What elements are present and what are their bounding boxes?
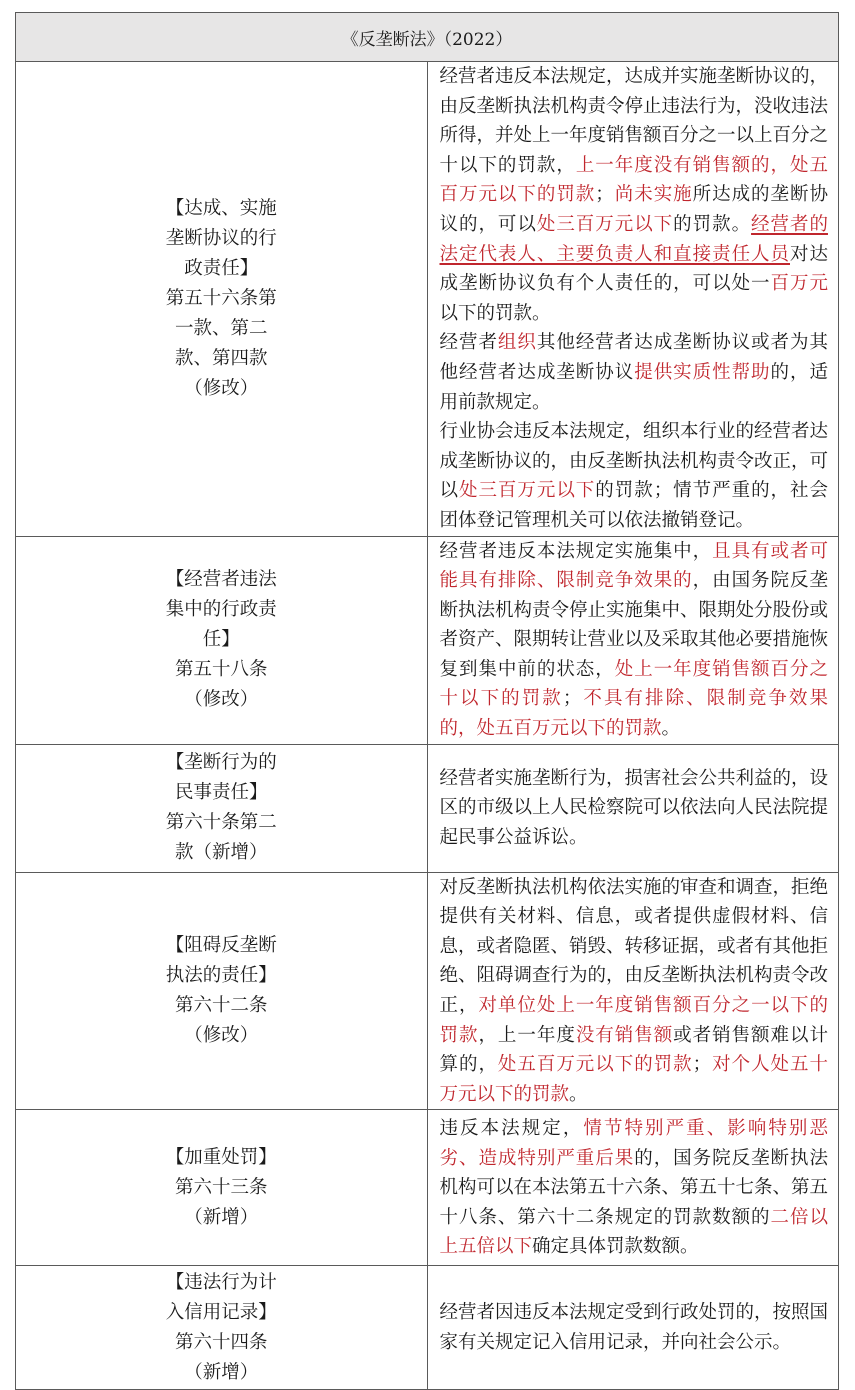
article-label [16, 1266, 428, 1390]
highlighted-text: 经营者的法定代表人、主要负责人和直接责任人员 [439, 213, 828, 265]
article-text [427, 62, 839, 537]
article-label [16, 62, 428, 537]
article-label-line: （新增） [184, 1206, 259, 1228]
highlighted-text: 处五百万元以下的罚款 [497, 1054, 693, 1076]
article-label-line: 款、第四款 [174, 347, 268, 369]
article-paragraph [440, 537, 829, 744]
highlighted-text: 对单位处上一年度销售额百分之一以下的罚款 [439, 995, 828, 1046]
article-label-line: 一款、第二 [174, 317, 268, 339]
body-text: ，由国务院反垄断执法机构责令停止实施集中、限期处分股份或者资产、限期转让营业以及采取其他必要措施恢复到集中前的状态， [439, 570, 829, 680]
article-text [427, 1110, 839, 1266]
table-row [16, 1266, 839, 1390]
body-text: 或者销售额难以计算的， [439, 1024, 828, 1076]
table-row [16, 744, 839, 872]
article-text [427, 872, 839, 1110]
body-text: 行业协会违反本法规定，组织本行业的经营者达成垄断协议的，由反垄断执法机构责令改正，可以 [439, 421, 829, 502]
article-label-line: 入信用记录】 [165, 1301, 277, 1323]
article-paragraph [440, 873, 829, 1110]
article-label-line: 垄断协议的行 [165, 227, 277, 249]
highlighted-text: 尚未实施 [613, 184, 693, 206]
article-label-line: 第五十六条第 [165, 287, 277, 309]
article-label-line: 【达成、实施 [165, 197, 277, 219]
body-text: ； [562, 688, 582, 710]
body-text: 的，适用前款规定。 [439, 361, 828, 413]
body-text: 的，国务院反垄断执法机构可以在本法第五十六条、第五十七条、第五十八条、第六十二条规定的罚款数额的 [439, 1147, 829, 1228]
body-text: 对反垄断执法机构依法实施的审查和调查，拒绝提供有关材料、信息，或者提供虚假材料、信息，或者隐匿、销毁、转移证据，或者有其他拒绝、阻碍调查行为的，由反垄断执法机构责令改正， [439, 876, 829, 1017]
article-label-line: 执法的责任】 [165, 965, 277, 987]
article-paragraph [440, 764, 829, 853]
highlighted-text: 处上一年度销售额百分之十以下的罚款 [439, 658, 828, 710]
article-label-line: 第五十八条 [174, 659, 268, 681]
article-label-line: 第六十四条 [174, 1331, 268, 1353]
article-label-line: 第六十条第二 [165, 812, 277, 834]
article-label-line: 【阻碍反垄断 [165, 935, 277, 957]
article-label-line: 第六十二条 [174, 995, 268, 1017]
body-text: 的罚款。 [673, 213, 752, 235]
table-row [16, 536, 839, 744]
law-comparison-table [15, 12, 839, 1390]
article-text [427, 744, 839, 872]
highlighted-text: 对个人处五十万元以下的罚款 [439, 1054, 828, 1105]
highlighted-text: 不具有排除、限制竞争效果的，处五百万元以下的罚款 [439, 688, 828, 740]
body-text: ； [692, 1054, 712, 1076]
body-text: 经营者实施垄断行为，损害社会公共利益的，设区的市级以上人民检察院可以依法向人民法院提起民事公益诉讼。 [439, 767, 829, 848]
article-label [16, 744, 428, 872]
article-label-line: （修改） [184, 1025, 259, 1047]
article-label-line: 【经营者违法 [165, 569, 277, 591]
highlighted-text: 且具有或者可能具有排除、限制竞争效果的 [439, 540, 828, 592]
article-label-line: 第六十三条 [174, 1176, 268, 1198]
body-text: 。 [661, 718, 681, 740]
article-label [16, 536, 428, 744]
article-paragraph [440, 328, 829, 417]
article-label-line: （修改） [184, 377, 259, 399]
body-text: 经营者因违反本法规定受到行政处罚的，按照国家有关规定记入信用记录，并向社会公示。 [439, 1302, 829, 1353]
title-row [16, 13, 839, 62]
article-label-line: 民事责任】 [174, 782, 268, 804]
body-text: 的罚款；情节严重的，社会团体登记管理机关可以依法撤销登记。 [439, 480, 828, 531]
article-paragraph [440, 417, 829, 535]
article-label-line: （新增） [184, 1361, 259, 1383]
highlighted-text: 处三百万元以下 [536, 213, 674, 235]
highlighted-text: 处三百万元以下 [458, 480, 596, 502]
article-label-line: 【加重处罚】 [165, 1146, 277, 1168]
body-text: 所达成的垄断协议的，可以 [439, 184, 828, 235]
table-row [16, 62, 839, 537]
body-text: 其他经营者达成垄断协议或者为其他经营者达成垄断协议 [439, 332, 828, 383]
highlighted-text: 提供实质性帮助 [634, 361, 771, 383]
body-text: 经营者违反本法规定，达成并实施垄断协议的，由反垄断执法机构责令停止违法行为，没收违法所得，并处上一年度销售额百分之一以上百分之十以下的罚款， [439, 66, 829, 176]
article-label-line: 任】 [202, 629, 240, 651]
body-text: 违反本法规定， [439, 1117, 584, 1139]
article-label-line: 款（新增） [174, 842, 268, 864]
body-text: ； [595, 184, 614, 206]
table-row [16, 1110, 839, 1266]
body-text: 对达成垄断协议负有个人责任的，可以处一 [439, 243, 828, 295]
article-label-line: 集中的行政责 [165, 599, 277, 621]
body-text: ，上一年度 [478, 1024, 576, 1046]
highlighted-text: 上一年度没有销售额的，处五百万元以下的罚款 [439, 154, 828, 206]
highlighted-text: 没有销售额 [575, 1024, 674, 1046]
article-paragraph [440, 62, 829, 328]
table-title: 《反垄断法》（2022） [16, 13, 839, 62]
body-text: 确定具体罚款数额。 [532, 1236, 699, 1258]
article-text [427, 536, 839, 744]
article-label [16, 1110, 428, 1266]
body-text: 经营者违反本法规定实施集中， [439, 540, 713, 562]
article-text [427, 1266, 839, 1390]
article-label-line: 政责任】 [184, 257, 259, 279]
body-text: 以下的罚款。 [439, 302, 551, 324]
highlighted-text: 二倍以上五倍以下 [439, 1206, 828, 1258]
highlighted-text: 百万元 [770, 273, 828, 295]
article-label-line: 【违法行为计 [165, 1271, 277, 1293]
body-text: 经营者 [439, 332, 498, 354]
article-label-line: （修改） [184, 689, 259, 711]
table-row [16, 872, 839, 1110]
article-label [16, 872, 428, 1110]
article-paragraph [440, 1114, 829, 1262]
body-text: 。 [569, 1083, 588, 1105]
highlighted-text: 情节特别严重、影响特别恶劣、造成特别严重后果 [439, 1117, 828, 1169]
article-paragraph [440, 1298, 829, 1357]
article-label-line: 【垄断行为的 [165, 752, 277, 774]
highlighted-text: 组织 [497, 332, 537, 354]
